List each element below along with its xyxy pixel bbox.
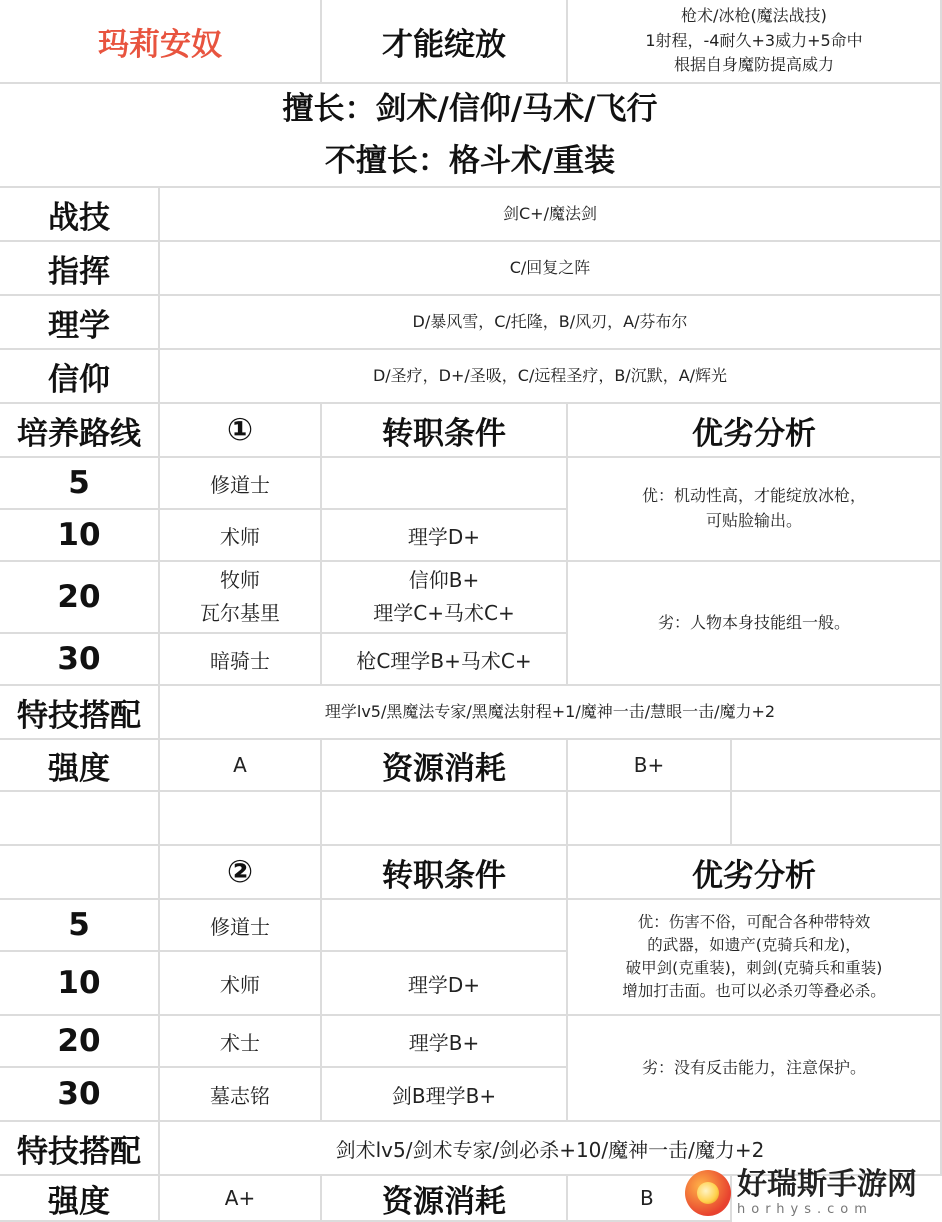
empty-cell: [732, 740, 942, 792]
route2-class: 术士: [160, 1016, 322, 1068]
skill-label-reason: 理学: [0, 296, 160, 350]
route2-condition-header: 转职条件: [322, 846, 568, 900]
character-name: 玛莉安奴: [0, 0, 322, 84]
route2-pros-line: 优：伤害不俗，可配合各种带特效: [637, 912, 871, 931]
talent-desc-line: 枪术/冰枪(魔法战技): [681, 5, 827, 25]
aptitude-block: [0, 84, 942, 188]
route2-condition: 剑B理学B+: [322, 1068, 568, 1122]
route2-level: 30: [0, 1068, 160, 1122]
route1-abilities: 理学lv5/黑魔法专家/黑魔法射程+1/魔神一击/慧眼一击/魔力+2: [160, 686, 942, 740]
route2-class: 墓志铭: [160, 1068, 322, 1122]
route1-level: 5: [0, 458, 160, 510]
route2-ability-label: 特技搭配: [0, 1122, 160, 1176]
route1-strength-value: A: [160, 740, 322, 792]
route1-class: 修道士: [160, 458, 322, 510]
aptitude-bad: 不擅长：格斗术/重装: [324, 143, 616, 179]
empty-cell: [568, 792, 732, 846]
route1-level: 20: [0, 562, 160, 634]
route1-cost-value: B+: [568, 740, 732, 792]
route2-cons: 劣：没有反击能力，注意保护。: [568, 1016, 942, 1122]
route1-condition-line: 信仰B+: [408, 568, 480, 592]
route1-pros-line: 优：机动性高，才能绽放冰枪，: [641, 486, 866, 506]
site-watermark: [685, 1163, 942, 1222]
route1-condition: 枪C理学B+马术C+: [322, 634, 568, 686]
fire-ball-logo-icon: [685, 1170, 731, 1216]
aptitude-good: 擅长：剑术/信仰/马术/飞行: [282, 91, 658, 127]
route1-cons: 劣：人物本身技能组一般。: [568, 562, 942, 686]
empty-cell: [732, 792, 942, 846]
route1-level: 10: [0, 510, 160, 562]
route2-pros: [568, 900, 942, 1016]
route2-level: 10: [0, 952, 160, 1016]
empty-cell: [160, 792, 322, 846]
skill-value-combat-arts: 剑C+/魔法剑: [160, 188, 942, 242]
route2-class: 术师: [160, 952, 322, 1016]
route1-pros-line: 可贴脸输出。: [705, 511, 802, 530]
talent-description: [568, 0, 942, 84]
route1-cost-label: 资源消耗: [322, 740, 568, 792]
skill-label-faith: 信仰: [0, 350, 160, 404]
watermark-url: horhys.com: [737, 1201, 873, 1217]
empty-cell: [0, 846, 160, 900]
route2-number: ②: [160, 846, 322, 900]
route2-analysis-header: 优劣分析: [568, 846, 942, 900]
route1-level: 30: [0, 634, 160, 686]
watermark-title: 好瑞斯手游网: [737, 1166, 917, 1202]
route1-class-line: 瓦尔基里: [200, 601, 280, 625]
route1-analysis-header: 优劣分析: [568, 404, 942, 458]
skill-value-command: C/回复之阵: [160, 242, 942, 296]
route1-class-line: 牧师: [220, 568, 260, 592]
route2-strength-label: 强度: [0, 1176, 160, 1222]
route1-pros: [568, 458, 942, 562]
route2-pros-line: 增加打击面。也可以必杀刃等叠必杀。: [622, 982, 886, 1001]
route2-pros-line: 的武器，如遗产(克骑兵和龙)，: [647, 935, 861, 954]
route2-condition: 理学D+: [322, 952, 568, 1016]
talent-desc-line: 1射程，-4耐久+3威力+5命中: [645, 30, 863, 50]
route2-condition: [322, 900, 568, 952]
route1-condition-line: 理学C+马术C+: [373, 601, 515, 625]
route-column-label: 培养路线: [0, 404, 160, 458]
route2-pros-line: 破甲剑(克重装)，刺剑(克骑兵和重装): [625, 959, 883, 977]
talent-title: 才能绽放: [322, 0, 568, 84]
empty-cell: [0, 792, 160, 846]
skill-value-reason: D/暴风雪，C/托隆，B/风刃，A/芬布尔: [160, 296, 942, 350]
route1-condition-header: 转职条件: [322, 404, 568, 458]
route1-number: ①: [160, 404, 322, 458]
route2-condition: 理学B+: [322, 1016, 568, 1068]
route1-class: 暗骑士: [160, 634, 322, 686]
route2-level: 5: [0, 900, 160, 952]
talent-desc-line: 根据自身魔防提高威力: [673, 55, 834, 75]
route2-abilities: 剑术lv5/剑术专家/剑必杀+10/魔神一击/魔力+2: [160, 1122, 942, 1176]
route1-strength-label: 强度: [0, 740, 160, 792]
route1-class: 术师: [160, 510, 322, 562]
skill-value-faith: D/圣疗，D+/圣吸，C/远程圣疗，B/沉默，A/辉光: [160, 350, 942, 404]
skill-label-combat-arts: 战技: [0, 188, 160, 242]
watermark-text: [737, 1166, 917, 1217]
route2-level: 20: [0, 1016, 160, 1068]
route1-class: [160, 562, 322, 634]
skill-label-command: 指挥: [0, 242, 160, 296]
route2-cost-label: 资源消耗: [322, 1176, 568, 1222]
logo-core: [697, 1182, 719, 1204]
route1-condition: [322, 458, 568, 510]
empty-cell: [322, 792, 568, 846]
route1-condition: 理学D+: [322, 510, 568, 562]
route2-strength-value: A+: [160, 1176, 322, 1222]
route2-cost-value: B: [568, 1176, 732, 1222]
route1-ability-label: 特技搭配: [0, 686, 160, 740]
route1-condition: [322, 562, 568, 634]
route2-class: 修道士: [160, 900, 322, 952]
